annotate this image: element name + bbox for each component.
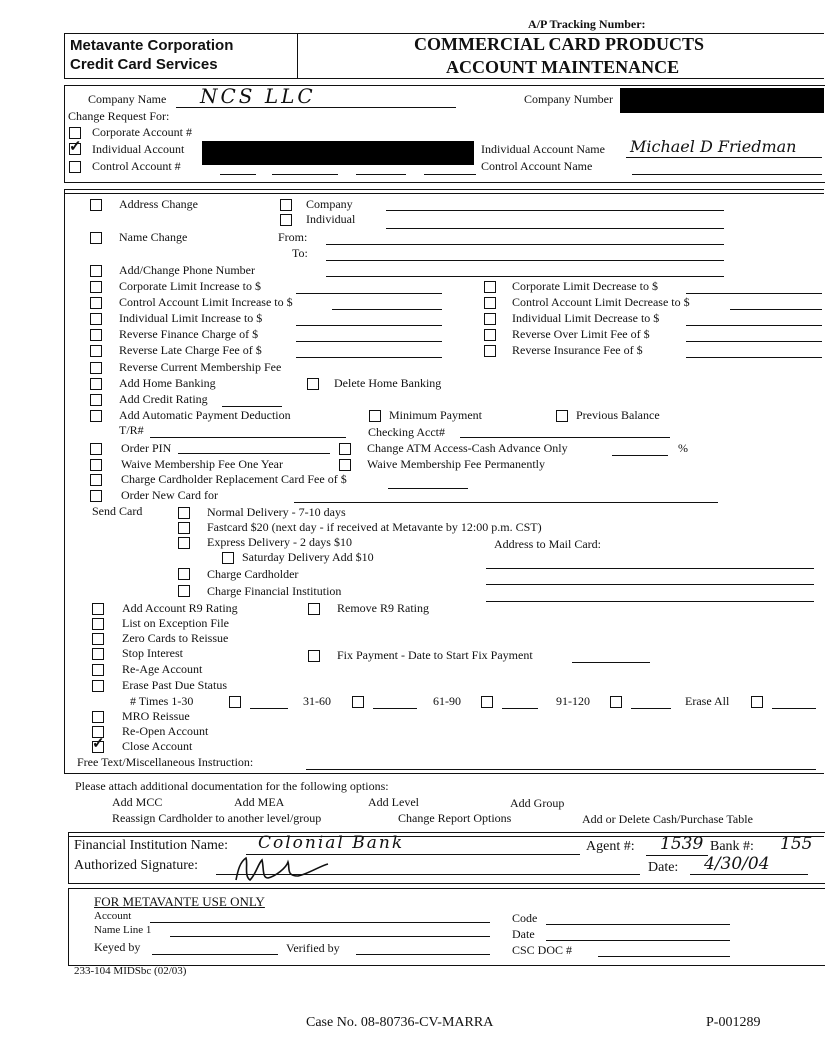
individual-account-redaction <box>202 141 474 165</box>
company-name-value[interactable]: NCS LLC <box>200 84 316 108</box>
fi-name-label: Financial Institution Name: <box>74 838 228 853</box>
erase-past-due-label: Erase Past Due Status <box>122 678 227 692</box>
delete-home-banking-label: Delete Home Banking <box>334 376 442 390</box>
mro-reissue-label: MRO Reissue <box>122 709 190 723</box>
change-request-label: Change Request For: <box>68 109 170 123</box>
corp-limit-inc-label: Corporate Limit Increase to $ <box>119 279 261 293</box>
internal-csc-doc-line <box>598 956 730 957</box>
control-account-seg4 <box>424 174 476 175</box>
internal-date-line <box>546 940 730 941</box>
rev-insurance-checkbox[interactable] <box>484 345 496 357</box>
fi-section-rule2 <box>68 836 824 837</box>
company-label: Company <box>306 197 353 211</box>
internal-title: FOR METAVANTE USE ONLY <box>94 894 265 909</box>
rev-membership-checkbox[interactable] <box>90 362 102 374</box>
re-age-checkbox[interactable] <box>92 664 104 676</box>
fastcard-checkbox[interactable] <box>178 522 190 534</box>
add-r9-label: Add Account R9 Rating <box>122 601 238 615</box>
individual-account-name-value[interactable]: Michael D Friedman <box>630 137 797 156</box>
control-account-seg3 <box>356 174 406 175</box>
zero-cards-checkbox[interactable] <box>92 633 104 645</box>
remove-r9-checkbox[interactable] <box>308 603 320 615</box>
corp-limit-dec-checkbox[interactable] <box>484 281 496 293</box>
name-change-label: Name Change <box>119 230 188 244</box>
add-mcc-label: Add MCC <box>112 795 163 809</box>
add-credit-rating-checkbox[interactable] <box>90 394 102 406</box>
ind-limit-inc-checkbox[interactable] <box>90 313 102 325</box>
range-1-30-line <box>250 708 288 709</box>
rev-insurance-label: Reverse Insurance Fee of $ <box>512 343 643 357</box>
ind-limit-dec-checkbox[interactable] <box>484 313 496 325</box>
corp-limit-dec-label: Corporate Limit Decrease to $ <box>512 279 658 293</box>
waive-one-year-checkbox[interactable] <box>90 459 102 471</box>
internal-date-label: Date <box>512 927 535 941</box>
control-account-checkbox[interactable] <box>69 161 81 173</box>
name-to-label: To: <box>292 246 308 260</box>
control-account-name-line <box>632 174 822 175</box>
stop-interest-checkbox[interactable] <box>92 648 104 660</box>
ind-limit-inc-label: Individual Limit Increase to $ <box>119 311 263 325</box>
re-age-label: Re-Age Account <box>122 662 203 676</box>
internal-keyed-by-line <box>152 954 278 955</box>
list-exception-checkbox[interactable] <box>92 618 104 630</box>
form-title-line1: COMMERCIAL CARD PRODUCTS <box>414 34 705 54</box>
remove-r9-label: Remove R9 Rating <box>337 601 429 615</box>
date-line <box>690 874 808 875</box>
add-credit-rating-label: Add Credit Rating <box>119 392 208 406</box>
range-91-120-label: 91-120 <box>556 694 590 708</box>
add-auto-payment-checkbox[interactable] <box>90 410 102 422</box>
order-new-card-checkbox[interactable] <box>90 490 102 502</box>
individual-account-check: ✓ <box>69 139 82 155</box>
send-card-label: Send Card <box>92 504 143 518</box>
ctrl-limit-inc-checkbox[interactable] <box>90 297 102 309</box>
charge-cardholder-checkbox[interactable] <box>178 568 190 580</box>
change-atm-checkbox[interactable] <box>339 443 351 455</box>
charge-fi-checkbox[interactable] <box>178 585 190 597</box>
waive-one-year-label: Waive Membership Fee One Year <box>121 457 283 471</box>
address-change-checkbox[interactable] <box>90 199 102 211</box>
order-pin-checkbox[interactable] <box>90 443 102 455</box>
rev-finance-checkbox[interactable] <box>90 329 102 341</box>
internal-verified-by-label: Verified by <box>286 941 340 955</box>
internal-account-line <box>150 922 490 923</box>
erase-past-due-checkbox[interactable] <box>92 680 104 692</box>
date-label: Date: <box>648 860 679 875</box>
charge-fi-label: Charge Financial Institution <box>207 584 342 598</box>
fix-payment-checkbox[interactable] <box>308 650 320 662</box>
add-change-phone-checkbox[interactable] <box>90 265 102 277</box>
credit-rating-line <box>222 406 282 407</box>
company-number-label: Company Number <box>524 92 613 106</box>
add-home-banking-label: Add Home Banking <box>119 376 216 390</box>
attach-intro: Please attach additional documentation for the following options: <box>75 779 389 793</box>
rev-over-limit-line <box>686 341 822 342</box>
fi-name-value[interactable]: Colonial Bank <box>258 833 405 853</box>
control-account-seg1 <box>220 174 256 175</box>
rev-late-checkbox[interactable] <box>90 345 102 357</box>
charge-replacement-label: Charge Cardholder Replacement Card Fee of $ <box>121 472 347 486</box>
ind-limit-dec-label: Individual Limit Decrease to $ <box>512 311 660 325</box>
range-61-90-label: 61-90 <box>433 694 461 708</box>
corp-limit-inc-line <box>296 293 442 294</box>
corporate-account-label: Corporate Account # <box>92 125 192 139</box>
control-account-seg2 <box>272 174 338 175</box>
internal-code-line <box>546 924 730 925</box>
add-mea-label: Add MEA <box>234 795 285 809</box>
individual-label: Individual <box>306 212 356 226</box>
internal-verified-by-line <box>356 954 490 955</box>
checking-acct-label: Checking Acct# <box>368 425 445 439</box>
date-value[interactable]: 4/30/04 <box>704 854 770 874</box>
order-new-card-label: Order New Card for <box>121 488 218 502</box>
previous-balance-checkbox[interactable] <box>556 410 568 422</box>
main-section-top-rule2 <box>64 193 824 194</box>
main-section-top-rule <box>64 189 824 190</box>
atm-percent: % <box>678 441 688 455</box>
company-line <box>386 210 724 211</box>
control-account-name-label: Control Account Name <box>481 159 593 173</box>
company-checkbox[interactable] <box>280 199 292 211</box>
form-title-line2: ACCOUNT MAINTENANCE <box>446 57 680 77</box>
close-account-check: ✓ <box>92 736 105 752</box>
auth-sig-label: Authorized Signature: <box>74 858 199 873</box>
range-61-90-line <box>502 708 538 709</box>
change-report-label: Change Report Options <box>398 811 512 825</box>
add-group-label: Add Group <box>510 796 565 810</box>
agent-value[interactable]: 1539 <box>660 834 704 854</box>
erase-all-line <box>772 708 816 709</box>
internal-csc-doc-label: CSC DOC # <box>512 943 573 957</box>
add-r9-checkbox[interactable] <box>92 603 104 615</box>
corp-limit-inc-checkbox[interactable] <box>90 281 102 293</box>
minimum-payment-checkbox[interactable] <box>369 410 381 422</box>
reassign-label: Reassign Cardholder to another level/group <box>112 811 322 825</box>
address-to-mail-label: Address to Mail Card: <box>494 537 601 551</box>
address-change-label: Address Change <box>119 197 198 211</box>
header-bottom-rule <box>296 78 824 79</box>
add-delete-cash-label: Add or Delete Cash/Purchase Table <box>582 812 753 826</box>
rev-finance-line <box>296 341 442 342</box>
range-31-60-label: 31-60 <box>303 694 331 708</box>
ctrl-limit-inc-line <box>332 309 442 310</box>
control-account-label: Control Account # <box>92 159 181 173</box>
list-exception-label: List on Exception File <box>122 616 229 630</box>
agent-line <box>646 855 708 856</box>
saturday-delivery-checkbox[interactable] <box>222 552 234 564</box>
page-id: P-001289 <box>706 1015 761 1030</box>
ind-limit-inc-line <box>296 325 442 326</box>
waive-permanently-label: Waive Membership Fee Permanently <box>367 457 545 471</box>
name-to-line <box>326 260 724 261</box>
range-1-30-checkbox[interactable] <box>229 696 241 708</box>
checking-acct-line <box>460 437 670 438</box>
rev-late-line <box>296 357 442 358</box>
company-name-line1: Metavante Corporation <box>70 37 234 54</box>
close-account-label: Close Account <box>122 739 193 753</box>
free-text-line <box>306 769 816 770</box>
fix-payment-line <box>572 662 650 663</box>
ap-tracking-label: A/P Tracking Number: <box>528 17 646 31</box>
add-change-phone-label: Add/Change Phone Number <box>119 263 255 277</box>
reopen-label: Re-Open Account <box>122 724 209 738</box>
minimum-payment-label: Minimum Payment <box>389 408 482 422</box>
add-auto-payment-label: Add Automatic Payment Deduction <box>119 408 291 422</box>
authorized-signature <box>228 850 348 886</box>
erase-all-label: Erase All <box>685 694 730 708</box>
atm-line <box>612 455 668 456</box>
phone-line <box>326 276 724 277</box>
internal-keyed-by-label: Keyed by <box>94 940 141 954</box>
individual-account-label: Individual Account <box>92 142 185 156</box>
ctrl-limit-dec-line <box>730 309 822 310</box>
individual-account-name-line <box>626 157 822 158</box>
individual-line <box>386 228 724 229</box>
express-delivery-checkbox[interactable] <box>178 537 190 549</box>
internal-name-line-label: Name Line 1 <box>94 924 152 936</box>
main-section-left-border <box>64 189 65 773</box>
range-31-60-checkbox[interactable] <box>352 696 364 708</box>
waive-permanently-checkbox[interactable] <box>339 459 351 471</box>
company-name-line <box>176 107 456 108</box>
internal-account-label: Account <box>94 910 132 922</box>
replacement-fee-line <box>388 488 468 489</box>
rev-finance-label: Reverse Finance Charge of $ <box>119 327 259 341</box>
rev-insurance-line <box>686 357 822 358</box>
form-number: 233-104 MIDSbc (02/03) <box>74 965 187 977</box>
ctrl-limit-dec-checkbox[interactable] <box>484 297 496 309</box>
internal-code-label: Code <box>512 911 538 925</box>
mail-address-line3 <box>486 601 814 602</box>
internal-name-line <box>170 936 490 937</box>
case-number: Case No. 08-80736-CV-MARRA <box>306 1015 494 1030</box>
charge-cardholder-label: Charge Cardholder <box>207 567 299 581</box>
order-pin-line <box>178 453 330 454</box>
bank-value[interactable]: 155 <box>780 834 813 854</box>
mail-address-line2 <box>486 584 814 585</box>
name-from-label: From: <box>278 230 308 244</box>
add-home-banking-checkbox[interactable] <box>90 378 102 390</box>
auth-sig-line <box>216 874 640 875</box>
corp-limit-dec-line <box>686 293 822 294</box>
company-name-line2: Credit Card Services <box>70 56 218 73</box>
order-new-card-line <box>294 502 718 503</box>
saturday-delivery-label: Saturday Delivery Add $10 <box>242 550 374 564</box>
express-delivery-label: Express Delivery - 2 days $10 <box>207 535 352 549</box>
name-change-checkbox[interactable] <box>90 232 102 244</box>
ctrl-limit-dec-label: Control Account Limit Decrease to $ <box>512 295 690 309</box>
agent-label: Agent #: <box>586 839 635 854</box>
rev-over-limit-checkbox[interactable] <box>484 329 496 341</box>
delete-home-banking-checkbox[interactable] <box>307 378 319 390</box>
times-1-30-label: # Times 1-30 <box>130 694 194 708</box>
normal-delivery-checkbox[interactable] <box>178 507 190 519</box>
main-section-bottom-rule <box>64 773 824 774</box>
ctrl-limit-inc-label: Control Account Limit Increase to $ <box>119 295 293 309</box>
fix-payment-label: Fix Payment - Date to Start Fix Payment <box>337 648 533 662</box>
change-atm-label: Change ATM Access-Cash Advance Only <box>367 441 568 455</box>
normal-delivery-label: Normal Delivery - 7-10 days <box>207 505 346 519</box>
rev-late-label: Reverse Late Charge Fee of $ <box>119 343 262 357</box>
stop-interest-label: Stop Interest <box>122 646 183 660</box>
rev-membership-label: Reverse Current Membership Fee <box>119 360 282 374</box>
name-from-line <box>326 244 724 245</box>
rev-over-limit-label: Reverse Over Limit Fee of $ <box>512 327 650 341</box>
range-91-120-line <box>631 708 671 709</box>
mail-address-line1 <box>486 568 814 569</box>
bank-label: Bank #: <box>710 839 754 854</box>
free-text-label: Free Text/Miscellaneous Instruction: <box>77 755 254 769</box>
range-61-90-checkbox[interactable] <box>481 696 493 708</box>
zero-cards-label: Zero Cards to Reissue <box>122 631 229 645</box>
tr-label: T/R# <box>119 423 144 437</box>
mro-reissue-checkbox[interactable] <box>92 711 104 723</box>
range-31-60-line <box>373 708 417 709</box>
company-name-label: Company Name <box>88 92 167 106</box>
erase-all-checkbox[interactable] <box>751 696 763 708</box>
company-number-redaction <box>620 88 824 113</box>
ind-limit-dec-line <box>686 325 822 326</box>
individual-account-name-label: Individual Account Name <box>481 142 605 156</box>
tr-line <box>150 437 346 438</box>
individual-checkbox[interactable] <box>280 214 292 226</box>
range-91-120-checkbox[interactable] <box>610 696 622 708</box>
fastcard-label: Fastcard $20 (next day - if received at Metavante by 12:00 p.m. CST) <box>207 520 542 534</box>
previous-balance-label: Previous Balance <box>576 408 660 422</box>
charge-replacement-checkbox[interactable] <box>90 474 102 486</box>
order-pin-label: Order PIN <box>121 441 172 455</box>
add-level-label: Add Level <box>368 795 419 809</box>
